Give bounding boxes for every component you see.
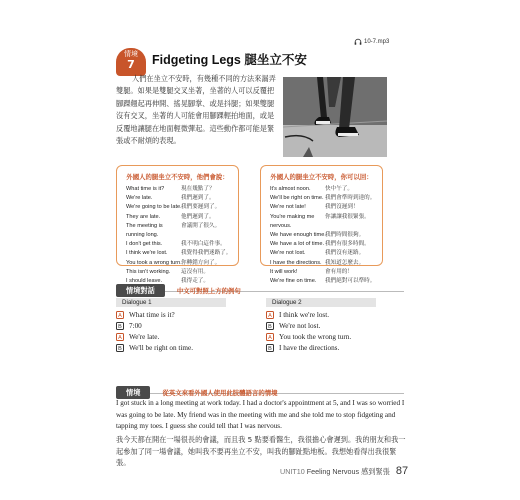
phrases-you-can-reply-heading: 外國人的腿坐立不安時，你可以回： (270, 173, 373, 181)
phrase-row: We're not lost. 我們沒有迷路。 (270, 250, 365, 257)
dialogue-line: B I have the directions. (266, 342, 376, 353)
phrase-row: nervous. (270, 222, 292, 229)
speaker-a-marker: A (266, 311, 274, 319)
footer-chapter: Feeling Nervous 感到緊張 (306, 467, 390, 476)
dialogue-line: B We'll be right on time. (116, 342, 226, 353)
phrase-row: What time is it? 現在幾點了？ (126, 186, 215, 192)
phrase-row: We're fine on time. 我們絕對可以準時。 (270, 277, 376, 284)
dialogue-line: A You took the wrong turn. (266, 331, 376, 342)
story-section-header (116, 380, 404, 397)
phrase-row: We're late. 我們遲到了。 (126, 195, 215, 202)
phrase-row: It will work! 會有用的！ (270, 268, 353, 275)
phrase-row: It's almost noon. 快中午了。 (270, 186, 353, 192)
legs-photo (283, 77, 387, 157)
phrase-row: We'll be right on time. 我們會準時到達的。 (270, 195, 376, 202)
phrase-row: You took a wrong turn. 你轉錯方向了。 (126, 259, 221, 266)
scene-badge (116, 48, 146, 76)
speaker-b-marker: B (266, 344, 274, 352)
speaker-a-marker: A (266, 333, 274, 341)
phrase-row: I have the directions. 我知道怎麼去。 (270, 259, 365, 266)
phrase-row: We're going to be late. 我們要遲到了。 (126, 204, 221, 211)
phrase-row: I should leave. 我得走了。 (126, 277, 209, 284)
phrase-row: We have a lot of time. 我們有很多時間。 (270, 241, 370, 248)
story-section-tag: 情境 (116, 386, 150, 399)
phrase-row: The meeting is 會議開了很久。 (126, 222, 221, 229)
phrase-row: They are late. 他們遲到了。 (126, 213, 215, 220)
phrase-row: You're making me 你讓讓我很緊張。 (270, 213, 370, 220)
scene-title-row (116, 48, 307, 70)
audio-track-label: 10-7.mp3 (364, 39, 390, 45)
dialogue-line: A What time is it? (116, 309, 226, 320)
dialogue-section-tag: 情境對話 (116, 284, 165, 297)
phrase-row: I think we're lost. 我覺得我們迷路了。 (126, 250, 232, 257)
phrase-row: This isn't working. 這沒有用。 (126, 268, 209, 275)
dialogue-1 (116, 298, 226, 353)
speaker-b-marker: B (116, 344, 124, 352)
speaker-a-marker: A (116, 333, 124, 341)
dialogue-1-heading: Dialogue 1 (116, 298, 226, 307)
footer-unit: UNIT10 (280, 467, 305, 476)
phrase-row: running long. (126, 231, 159, 238)
story-english: I got stuck in a long meeting at work today. I had a doctor's appointment at 5, and I was so worried I was going to be late. My friend was in the meeting with me and she told me to stop fidgeting and tapping my toes. I guess she could tell that I was nervous. (116, 399, 405, 430)
scene-badge-label: 情境 (124, 50, 138, 58)
headphones-icon (354, 38, 362, 46)
phrases-you-can-reply-box (260, 165, 383, 284)
page-number: 87 (395, 465, 409, 477)
phrase-row: I don't get this. 我不明白這件事。 (126, 241, 226, 248)
dialogue-line: A I think we're lost. (266, 309, 376, 320)
speaker-a-marker: A (116, 311, 124, 319)
story-chinese: 我今天都在開在一場很長的會議，而且我 5 點要看醫生，我很擔心會遲到。我的朋友和我一起參加了同一場會議，她叫我不要再坐立不安，叫我的腳趾點地板。我想她看得出我很緊張。 (116, 435, 406, 468)
dialogue-line: A We're late. (116, 331, 226, 342)
phrases-when-fidgeting-box (116, 165, 239, 284)
phrases-when-fidgeting-heading: 外國人的腿坐立不安時，他們會說： (126, 173, 229, 181)
scene-title: Fidgeting Legs 腿坐立不安 (152, 53, 307, 67)
dialogue-line: B We're not lost. (266, 320, 376, 331)
speaker-b-marker: B (266, 322, 274, 330)
dialogue-2-heading: Dialogue 2 (266, 298, 376, 307)
page-footer (280, 465, 408, 477)
story-section-subtitle: 從英文來看外國人使用此肢體語言的情境 (162, 389, 278, 397)
scene-badge-number: 7 (127, 58, 135, 71)
scene-intro: 人們在坐立不安時，有幾種不同的方法來漏弄雙腿。如果是雙腿交叉坐著，坐著的人可以反覆把腳踝翹起再伸開、搖晃腳掌、或是抖腿；如果雙腿沒有交叉，坐著的人可能會用腳踝輕拍地面，或是反覆地讓腿在地面輕微彈起。這些動作都可能是緊張或不耐煩的表現。 (116, 74, 276, 146)
phrase-row: We have enough time. 我們時間很夠。 (270, 231, 365, 238)
phrase-row: We're not late! 我們沒遲到！ (270, 204, 359, 211)
dialogue-line: B 7:00 (116, 320, 226, 331)
dialogue-section-subtitle: 中文可對照上方的例句 (176, 287, 241, 295)
dialogue-2 (266, 298, 376, 353)
speaker-b-marker: B (116, 322, 124, 330)
dialogue-section-header (116, 278, 404, 295)
audio-track[interactable] (354, 38, 389, 46)
